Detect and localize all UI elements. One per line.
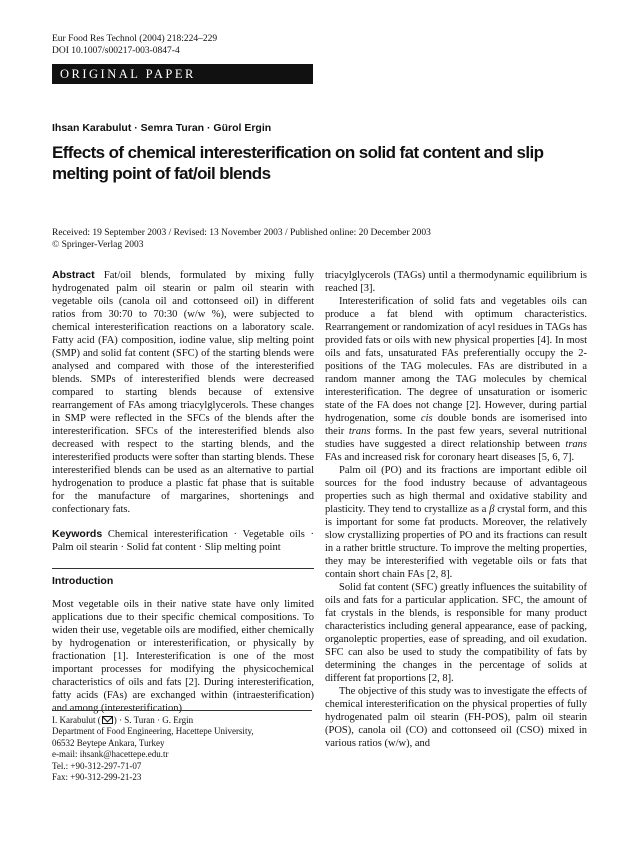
- abstract-label: Abstract: [52, 269, 95, 281]
- body-paragraph-2: Interesterification of solid fats and vegetables oils can produce a fat blend with optimum characteristics. Rearrangement or randomization of acyl residues in TAGs has provided fats or oils with new physical properties [4]. In most oils and fats, unsaturated FAs preferentially occupy the 2-positions of the TAG molecules. FAs are distributed in a random manner among the TAG molecules by chemical interesterification. The degree of unsaturation or isomeric state of the FA does not change [2]. However, during partial hydrogenation, some cis double bonds are isomerised into their trans forms. In the past few years, several nutritional studies have suggested a direct relationship between trans FAs and increased risk for coronary heart diseases [5, 6, 7].: [325, 296, 588, 463]
- footnote-email: e-mail: ihsank@hacettepe.edu.tr: [52, 749, 169, 760]
- journal-reference: [52, 34, 217, 57]
- article-type-banner: ORIGINAL PAPER: [52, 64, 313, 84]
- footnote-fax: Fax: +90-312-299-21-23: [52, 772, 142, 783]
- footnote-authors: I. Karabulut ( ) · S. Turan · G. Ergin: [52, 715, 194, 725]
- introduction-heading: Introduction: [52, 575, 114, 587]
- author-list: Ihsan Karabulut · Semra Turan · Gürol Ergin: [52, 122, 272, 134]
- paper-title: Effects of chemical interesterification on solid fat content and slip melting point of fat/oil blends: [52, 143, 544, 183]
- keywords-label: Keywords: [52, 528, 103, 540]
- section-divider: [52, 568, 314, 569]
- right-column: [325, 269, 587, 750]
- author-affiliation-footnote: [52, 715, 314, 783]
- copyright-line: © Springer-Verlag 2003: [52, 240, 144, 250]
- envelope-icon: [102, 716, 113, 724]
- footnote-address: 06532 Beytepe Ankara, Turkey: [52, 737, 165, 748]
- keywords: [52, 528, 314, 554]
- footnote-department: Department of Food Engineering, Hacettepe University,: [52, 726, 254, 737]
- body-paragraph-3: Palm oil (PO) and its fractions are important edible oil sources for the food industry because of advantageous properties such as high thermal and oxidative stability and plasticity. They tend to crystallize as a β crystal form, and this is important for some fat products. Moreover, the relatively slow crystallizing properties of PO and its fractions can result in a rather brittle structure. To improve the melting properties, they may be interesterified with vegetable oils or fats that contain short chain FAs [2, 8].: [325, 465, 588, 580]
- publication-dates: [52, 227, 431, 251]
- footnote-divider: [52, 710, 312, 711]
- journal-citation: Eur Food Res Technol (2004) 218:224–229: [52, 34, 218, 44]
- body-paragraph-1: triacylglycerols (TAGs) until a thermodynamic equilibrium is reached [3].: [325, 270, 587, 294]
- body-paragraph-5: The objective of this study was to investigate the effects of chemical interesterification on the physical properties of fully hydrogenated palm oil stearin (FH-POS), palm oil stearin (POS), canola oil (CO) and cottonseed oil (CSO) mixed in various ratios (w/w), and: [325, 686, 587, 749]
- body-paragraph-4: Solid fat content (SFC) greatly influences the suitability of oils and fats for a particular application. SFC, the amount of fat crystals in the blends, is responsible for many product characteristics including general appearance, ease of packing, organoleptic properties, ease of spreading, and oil exudation. SFC can also be used to study the compatibility of fats by determining the changes in the percentage of solids at different fat proportions [2, 8].: [325, 582, 587, 684]
- abstract: [52, 269, 314, 516]
- introduction-paragraph: Most vegetable oils in their native state have only limited applications due to their specific chemical compositions. To widen their use, vegetable oils are modified, either chemically by hydrogenation or interesterification, or physically by fractionation [1]. Interesterification is one of the most important processes for modifying the physicochemical characteristics of oils and fats [2]. During interesterification, fatty acids (FAs) are exchanged within (intraesterification) and among (interesterification): [52, 599, 314, 714]
- doi-line: DOI 10.1007/s00217-003-0847-4: [52, 45, 180, 56]
- left-column: [52, 269, 314, 715]
- received-line: Received: 19 September 2003 / Revised: 13 November 2003 / Published online: 20 December 2003: [52, 228, 431, 238]
- footnote-phone: Tel.: +90-312-297-71-07: [52, 760, 142, 771]
- abstract-text: Fat/oil blends, formulated by mixing fully hydrogenated palm oil stearin or palm oil stearin with vegetable oils (canola oil and cottonseed oil) in different ratios from 30:70 to 70:30 (w/w %), were subjected to chemical interesterification reactions on a laboratory scale. Fatty acid (FA) composition, iodine value, slip melting point (SMP) and solid fat content (SFC) of the starting blends were analysed and compared with those of the interesterified blends. SMPs of interesterified blends were decreased compared to starting blends because of extensive rearrangement of FAs among triacylglycerols. These changes in SMP were reflected in the SFCs of the blends after the interesterification. SFCs of the interesterified blends also decreased with respect to the starting blends, and the interesterified products were softer than starting blends. These interesterified blends can be used as an alternative to partial hydrogenation to produce a plastic fat phase that is suitable for the manufacture of margarines, shortenings and confectionary fats.: [52, 270, 314, 515]
- keywords-text: Chemical interesterification · Vegetable oils · Palm oil stearin · Solid fat content · Slip melting point: [52, 529, 315, 553]
